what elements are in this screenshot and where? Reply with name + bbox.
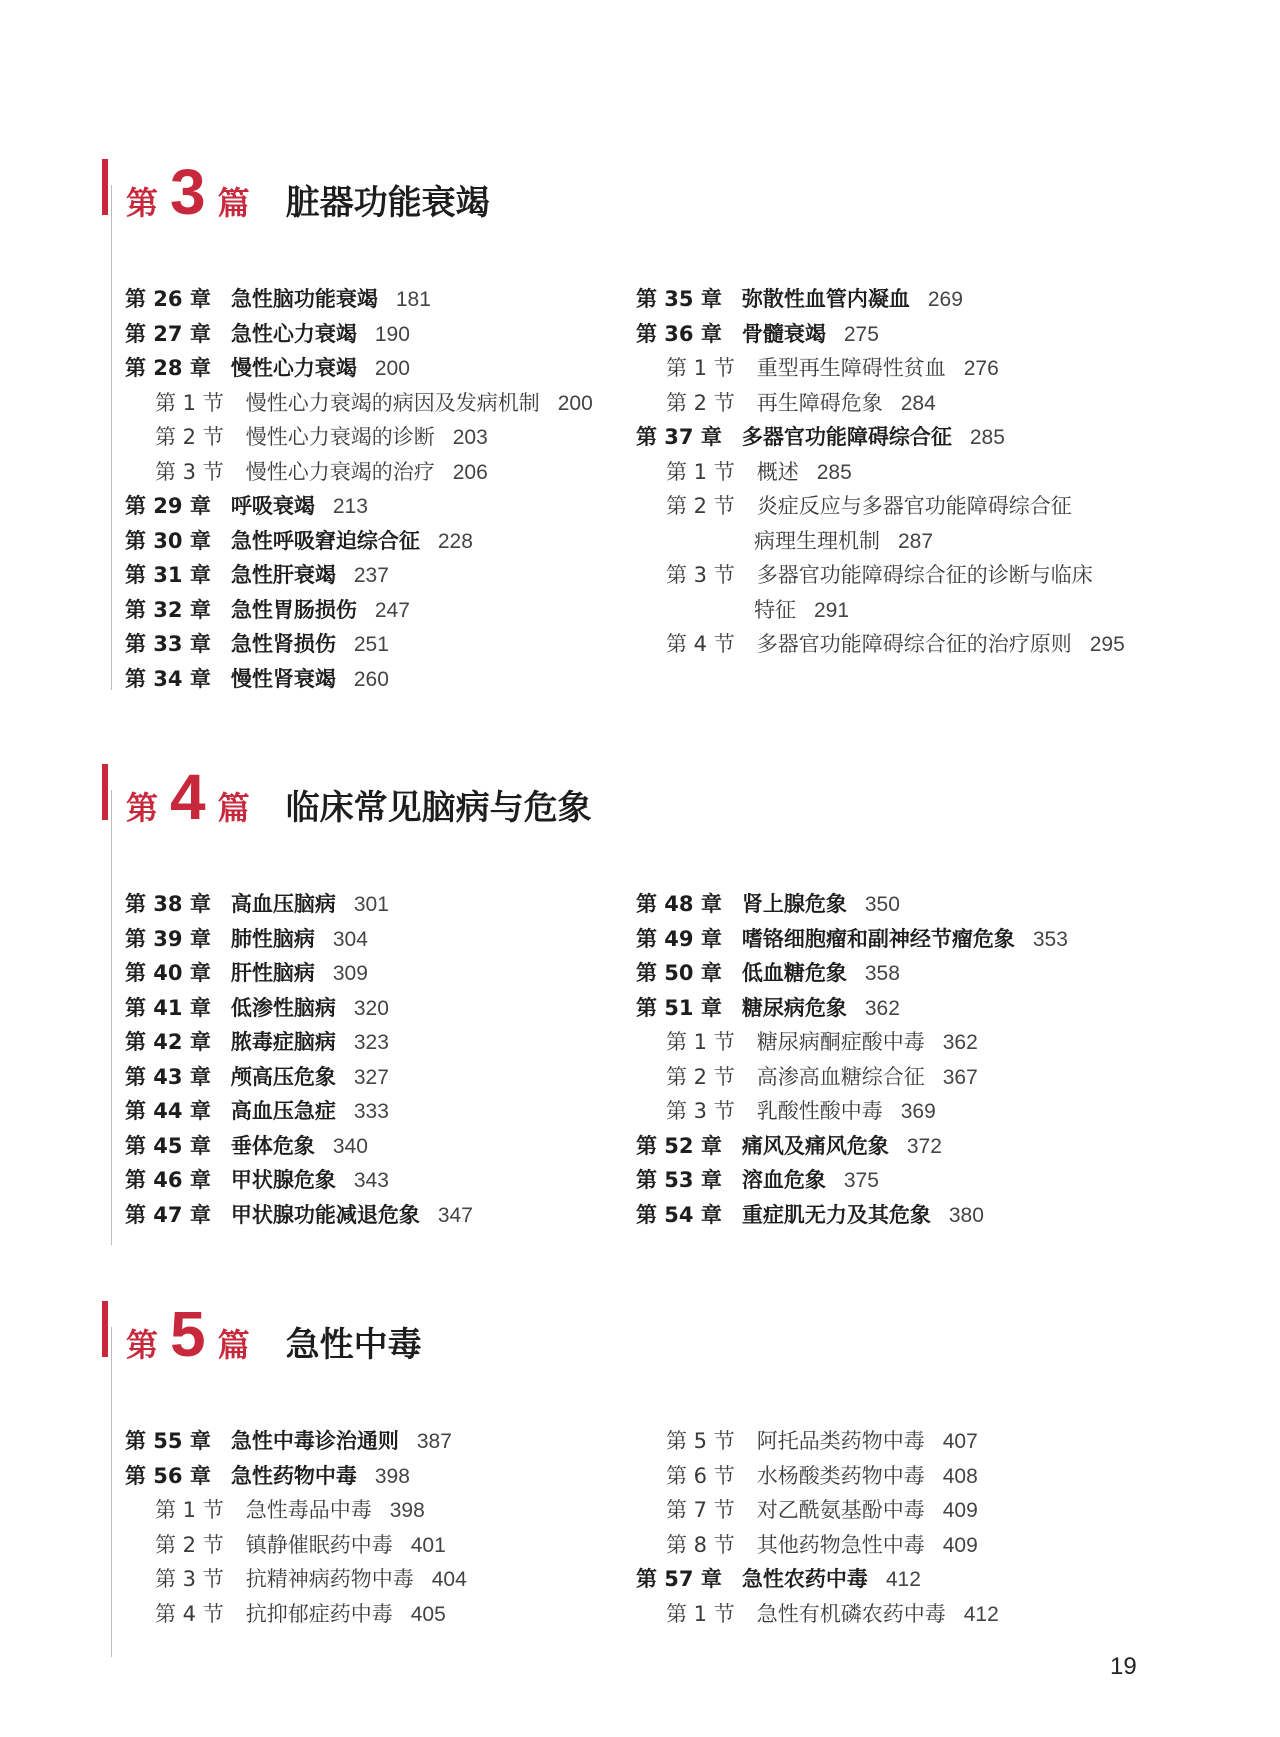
entry-title: 急性有机磷农药中毒 [756,1601,946,1626]
entry-title: 慢性心力衰竭的治疗 [245,459,435,484]
part-number: 3 [170,156,206,228]
toc-right-column [636,1424,999,1631]
entry-page-number: 190 [374,322,410,346]
entry-number: 第 38 章 [125,892,211,916]
part-accent-bar [102,764,108,820]
toc-section-entry [636,455,1125,490]
entry-number: 第 2 节 [155,425,224,449]
toc-section-entry [636,1025,1068,1060]
part-number: 4 [170,761,206,833]
entry-page-number: 398 [374,1464,410,1488]
toc-section-entry [125,455,593,490]
entry-number: 第 53 章 [636,1168,722,1192]
toc-chapter-entry [125,1424,467,1459]
part-prefix: 第 [126,184,159,222]
toc-section-entry [636,386,1125,421]
toc-left-column [125,1424,467,1631]
toc-chapter-entry [125,991,473,1026]
entry-page-number: 343 [353,1169,389,1192]
entry-title: 重型再生障碍性贫血 [756,356,946,380]
toc-chapter-entry [125,662,593,697]
toc-chapter-entry [125,1129,473,1164]
entry-page-number: 251 [353,633,389,656]
part-prefix: 第 [126,1326,159,1364]
entry-page-number: 375 [843,1169,879,1192]
entry-title: 急性呼吸窘迫综合征 [230,528,420,553]
toc-chapter-entry [636,1198,1068,1233]
entry-title: 急性脑功能衰竭 [230,287,378,311]
entry-number: 第 37 章 [636,425,722,449]
entry-number: 第 51 章 [636,995,722,1020]
entry-title: 低渗性脑病 [230,995,336,1020]
page-number: 19 [1110,1653,1137,1680]
entry-number: 第 49 章 [636,926,722,951]
toc-chapter-entry [636,420,1125,455]
entry-title: 肺性脑病 [230,926,315,951]
entry-title: 概述 [756,459,799,484]
entry-title: 溶血危象 [741,1168,826,1192]
entry-title: 嗜铬细胞瘤和副神经节瘤危象 [741,926,1015,951]
part-title: 脏器功能衰竭 [285,183,490,223]
toc-section-entry [125,1528,467,1563]
entry-title: 乳酸性酸中毒 [756,1099,883,1123]
entry-page-number: 404 [431,1568,467,1591]
entry-page-number: 285 [969,426,1005,449]
entry-title: 呼吸衰竭 [230,494,315,518]
entry-page-number: 323 [353,1031,389,1054]
entry-page-number: 200 [557,391,593,415]
toc-section-entry [125,1597,467,1632]
entry-title: 慢性心力衰竭 [230,356,357,380]
entry-page-number: 412 [963,1602,999,1626]
toc-section-entry [636,1424,999,1459]
entry-title: 慢性心力衰竭的诊断 [245,425,435,449]
entry-page-number: 405 [410,1602,446,1626]
entry-page-number: 362 [864,996,900,1020]
entry-title: 糖尿病危象 [741,995,847,1020]
toc-section-entry [636,1094,1068,1129]
entry-page-number: 285 [816,460,852,484]
entry-title: 急性中毒诊治通则 [230,1429,399,1453]
entry-number: 第 52 章 [636,1133,722,1158]
entry-page-number: 398 [389,1499,425,1522]
entry-title: 多器官功能障碍综合征的诊断与临床 [756,563,1093,587]
entry-page-number: 228 [437,529,473,553]
toc-section-entry [636,1528,999,1563]
entry-page-number: 367 [942,1065,978,1089]
entry-page-number: 304 [332,927,368,951]
toc-chapter-entry [636,1562,999,1597]
entry-number: 第 3 节 [666,563,735,587]
entry-page-number: 287 [898,529,934,553]
entry-number: 第 44 章 [125,1099,211,1123]
entry-page-number: 247 [374,598,410,622]
entry-title: 多器官功能障碍综合征 [741,425,952,449]
entry-number: 第 3 节 [155,1567,224,1591]
entry-number: 第 47 章 [125,1202,211,1227]
entry-title: 弥散性血管内凝血 [741,287,910,311]
toc-left-column [125,282,593,696]
entry-number: 第 54 章 [636,1202,722,1227]
entry-title: 抗抑郁症药中毒 [245,1601,393,1626]
toc-chapter-entry [636,317,1125,352]
entry-number: 第 40 章 [125,961,211,985]
toc-chapter-entry [636,887,1068,922]
entry-title: 高渗高血糖综合征 [756,1064,925,1089]
entry-number: 第 1 节 [666,356,735,380]
entry-page-number: 380 [948,1203,984,1227]
part-number: 5 [170,1298,206,1370]
part-suffix: 篇 [217,184,250,222]
part-heading [126,1297,422,1371]
entry-number: 第 29 章 [125,494,211,518]
entry-page-number: 412 [885,1568,921,1591]
toc-chapter-entry [125,317,593,352]
entry-number: 第 34 章 [125,666,211,691]
entry-number: 第 35 章 [636,287,722,311]
entry-number: 第 32 章 [125,597,211,622]
toc-left-column [125,887,473,1232]
entry-page-number: 353 [1032,927,1068,951]
entry-number: 第 2 节 [666,1064,735,1089]
entry-title: 特征 [754,597,796,622]
toc-chapter-entry [125,282,593,317]
entry-number: 第 2 节 [666,494,735,518]
entry-title: 重症肌无力及其危象 [741,1202,931,1227]
entry-title: 糖尿病酮症酸中毒 [756,1030,925,1054]
entry-page-number: 275 [843,322,879,346]
entry-number: 第 3 节 [155,459,224,484]
part-accent-bar [102,159,108,215]
entry-title: 急性胃肠损伤 [230,597,357,622]
toc-section-entry [125,1493,467,1528]
toc-entry-continuation [636,524,1125,559]
toc-chapter-entry [125,558,593,593]
entry-number: 第 36 章 [636,321,722,346]
entry-title: 低血糖危象 [741,961,847,985]
toc-entry-continuation [636,593,1125,628]
entry-page-number: 409 [942,1499,978,1522]
entry-number: 第 4 节 [155,1601,224,1626]
part-suffix: 篇 [217,789,250,827]
toc-chapter-entry [125,1094,473,1129]
entry-number: 第 43 章 [125,1064,211,1089]
toc-chapter-entry [125,1198,473,1233]
entry-number: 第 33 章 [125,632,211,656]
toc-right-column [636,887,1068,1232]
entry-number: 第 50 章 [636,961,722,985]
entry-number: 第 26 章 [125,287,211,311]
entry-page-number: 203 [452,426,488,449]
entry-page-number: 387 [416,1430,452,1453]
toc-chapter-entry [125,489,593,524]
entry-title: 镇静催眠药中毒 [245,1532,393,1557]
toc-right-column [636,282,1125,662]
entry-page-number: 409 [942,1533,978,1557]
entry-number: 第 1 节 [155,1498,224,1522]
entry-number: 第 4 节 [666,632,735,656]
entry-page-number: 358 [864,962,900,985]
entry-number: 第 1 节 [155,390,224,415]
toc-chapter-entry [125,351,593,386]
toc-chapter-entry [636,991,1068,1026]
toc-chapter-entry [125,1163,473,1198]
entry-title: 颅高压危象 [230,1064,336,1089]
entry-title: 骨髓衰竭 [741,321,826,346]
entry-number: 第 7 节 [666,1498,735,1522]
entry-number: 第 27 章 [125,321,211,346]
entry-title: 多器官功能障碍综合征的治疗原则 [756,632,1072,656]
entry-number: 第 30 章 [125,528,211,553]
entry-page-number: 401 [410,1533,446,1557]
entry-title: 急性农药中毒 [741,1567,868,1591]
entry-number: 第 48 章 [636,892,722,916]
entry-title: 甲状腺功能减退危象 [230,1202,420,1227]
entry-title: 炎症反应与多器官功能障碍综合征 [756,494,1072,518]
toc-chapter-entry [125,956,473,991]
entry-title: 急性毒品中毒 [245,1498,372,1522]
toc-chapter-entry [636,922,1068,957]
toc-section-entry [125,386,593,421]
part-title: 临床常见脑病与危象 [285,788,592,828]
toc-chapter-entry [636,956,1068,991]
entry-page-number: 200 [374,357,410,380]
entry-page-number: 347 [437,1203,473,1227]
entry-page-number: 276 [963,357,999,380]
entry-title: 脓毒症脑病 [230,1030,336,1054]
part-suffix: 篇 [217,1326,250,1364]
part-accent-bar [102,1301,108,1357]
entry-title: 急性药物中毒 [230,1463,357,1488]
entry-page-number: 237 [353,564,389,587]
entry-number: 第 39 章 [125,926,211,951]
entry-page-number: 213 [332,495,368,518]
entry-title: 高血压急症 [230,1099,336,1123]
toc-section-entry [636,627,1125,662]
entry-number: 第 2 节 [155,1532,224,1557]
entry-title: 痛风及痛风危象 [741,1133,889,1158]
entry-number: 第 55 章 [125,1429,211,1453]
toc-chapter-entry [125,1459,467,1494]
entry-page-number: 320 [353,996,389,1020]
entry-page-number: 181 [395,288,431,311]
entry-number: 第 5 节 [666,1429,735,1453]
toc-section-entry [636,1597,999,1632]
entry-number: 第 1 节 [666,459,735,484]
entry-title: 阿托品类药物中毒 [756,1429,925,1453]
entry-title: 慢性心力衰竭的病因及发病机制 [245,390,540,415]
entry-page-number: 407 [942,1430,978,1453]
toc-chapter-entry [125,593,593,628]
toc-chapter-entry [125,1025,473,1060]
entry-page-number: 295 [1089,633,1125,656]
entry-title: 肾上腺危象 [741,892,847,916]
part-heading [126,155,490,229]
entry-number: 第 6 节 [666,1463,735,1488]
part-heading [126,760,592,834]
entry-title: 慢性肾衰竭 [230,666,336,691]
entry-title: 急性肝衰竭 [230,563,336,587]
toc-chapter-entry [636,1163,1068,1198]
entry-page-number: 372 [906,1134,942,1158]
toc-chapter-entry [125,1060,473,1095]
entry-page-number: 408 [942,1464,978,1488]
part-title: 急性中毒 [285,1325,422,1365]
entry-number: 第 46 章 [125,1168,211,1192]
entry-title: 对乙酰氨基酚中毒 [756,1498,925,1522]
entry-page-number: 309 [332,962,368,985]
entry-number: 第 1 节 [666,1030,735,1054]
entry-number: 第 42 章 [125,1030,211,1054]
toc-section-entry [125,420,593,455]
entry-title: 急性心力衰竭 [230,321,357,346]
entry-page-number: 327 [353,1065,389,1089]
toc-chapter-entry [125,524,593,559]
entry-title: 甲状腺危象 [230,1168,336,1192]
entry-page-number: 301 [353,893,389,916]
entry-page-number: 369 [900,1100,936,1123]
entry-title: 抗精神病药物中毒 [245,1567,414,1591]
entry-number: 第 56 章 [125,1463,211,1488]
part-rule [111,790,112,1245]
entry-number: 第 8 节 [666,1532,735,1557]
entry-page-number: 206 [452,460,488,484]
entry-title: 其他药物急性中毒 [756,1532,925,1557]
part-rule [111,185,112,690]
entry-title: 高血压脑病 [230,892,336,916]
part-prefix: 第 [126,789,159,827]
toc-section-entry [636,351,1125,386]
toc-chapter-entry [636,282,1125,317]
entry-number: 第 3 节 [666,1099,735,1123]
entry-number: 第 41 章 [125,995,211,1020]
entry-number: 第 57 章 [636,1567,722,1591]
entry-number: 第 45 章 [125,1133,211,1158]
entry-page-number: 284 [900,391,936,415]
toc-chapter-entry [636,1129,1068,1164]
entry-title: 病理生理机制 [754,528,880,553]
entry-number: 第 28 章 [125,356,211,380]
entry-title: 水杨酸类药物中毒 [756,1463,925,1488]
toc-section-entry [636,1493,999,1528]
entry-page-number: 362 [942,1031,978,1054]
toc-chapter-entry [125,887,473,922]
entry-page-number: 333 [353,1100,389,1123]
entry-number: 第 31 章 [125,563,211,587]
toc-section-entry [636,1459,999,1494]
entry-title: 急性肾损伤 [230,632,336,656]
toc-chapter-entry [125,627,593,662]
toc-section-entry [636,1060,1068,1095]
entry-title: 垂体危象 [230,1133,315,1158]
entry-page-number: 340 [332,1134,368,1158]
entry-page-number: 291 [814,598,850,622]
toc-section-entry [636,489,1125,524]
part-rule [111,1327,112,1657]
entry-title: 再生障碍危象 [756,390,883,415]
entry-number: 第 1 节 [666,1601,735,1626]
entry-title: 肝性脑病 [230,961,315,985]
toc-chapter-entry [125,922,473,957]
toc-section-entry [636,558,1125,593]
entry-page-number: 269 [927,288,963,311]
entry-number: 第 2 节 [666,390,735,415]
entry-page-number: 260 [353,667,389,691]
toc-section-entry [125,1562,467,1597]
entry-page-number: 350 [864,893,900,916]
